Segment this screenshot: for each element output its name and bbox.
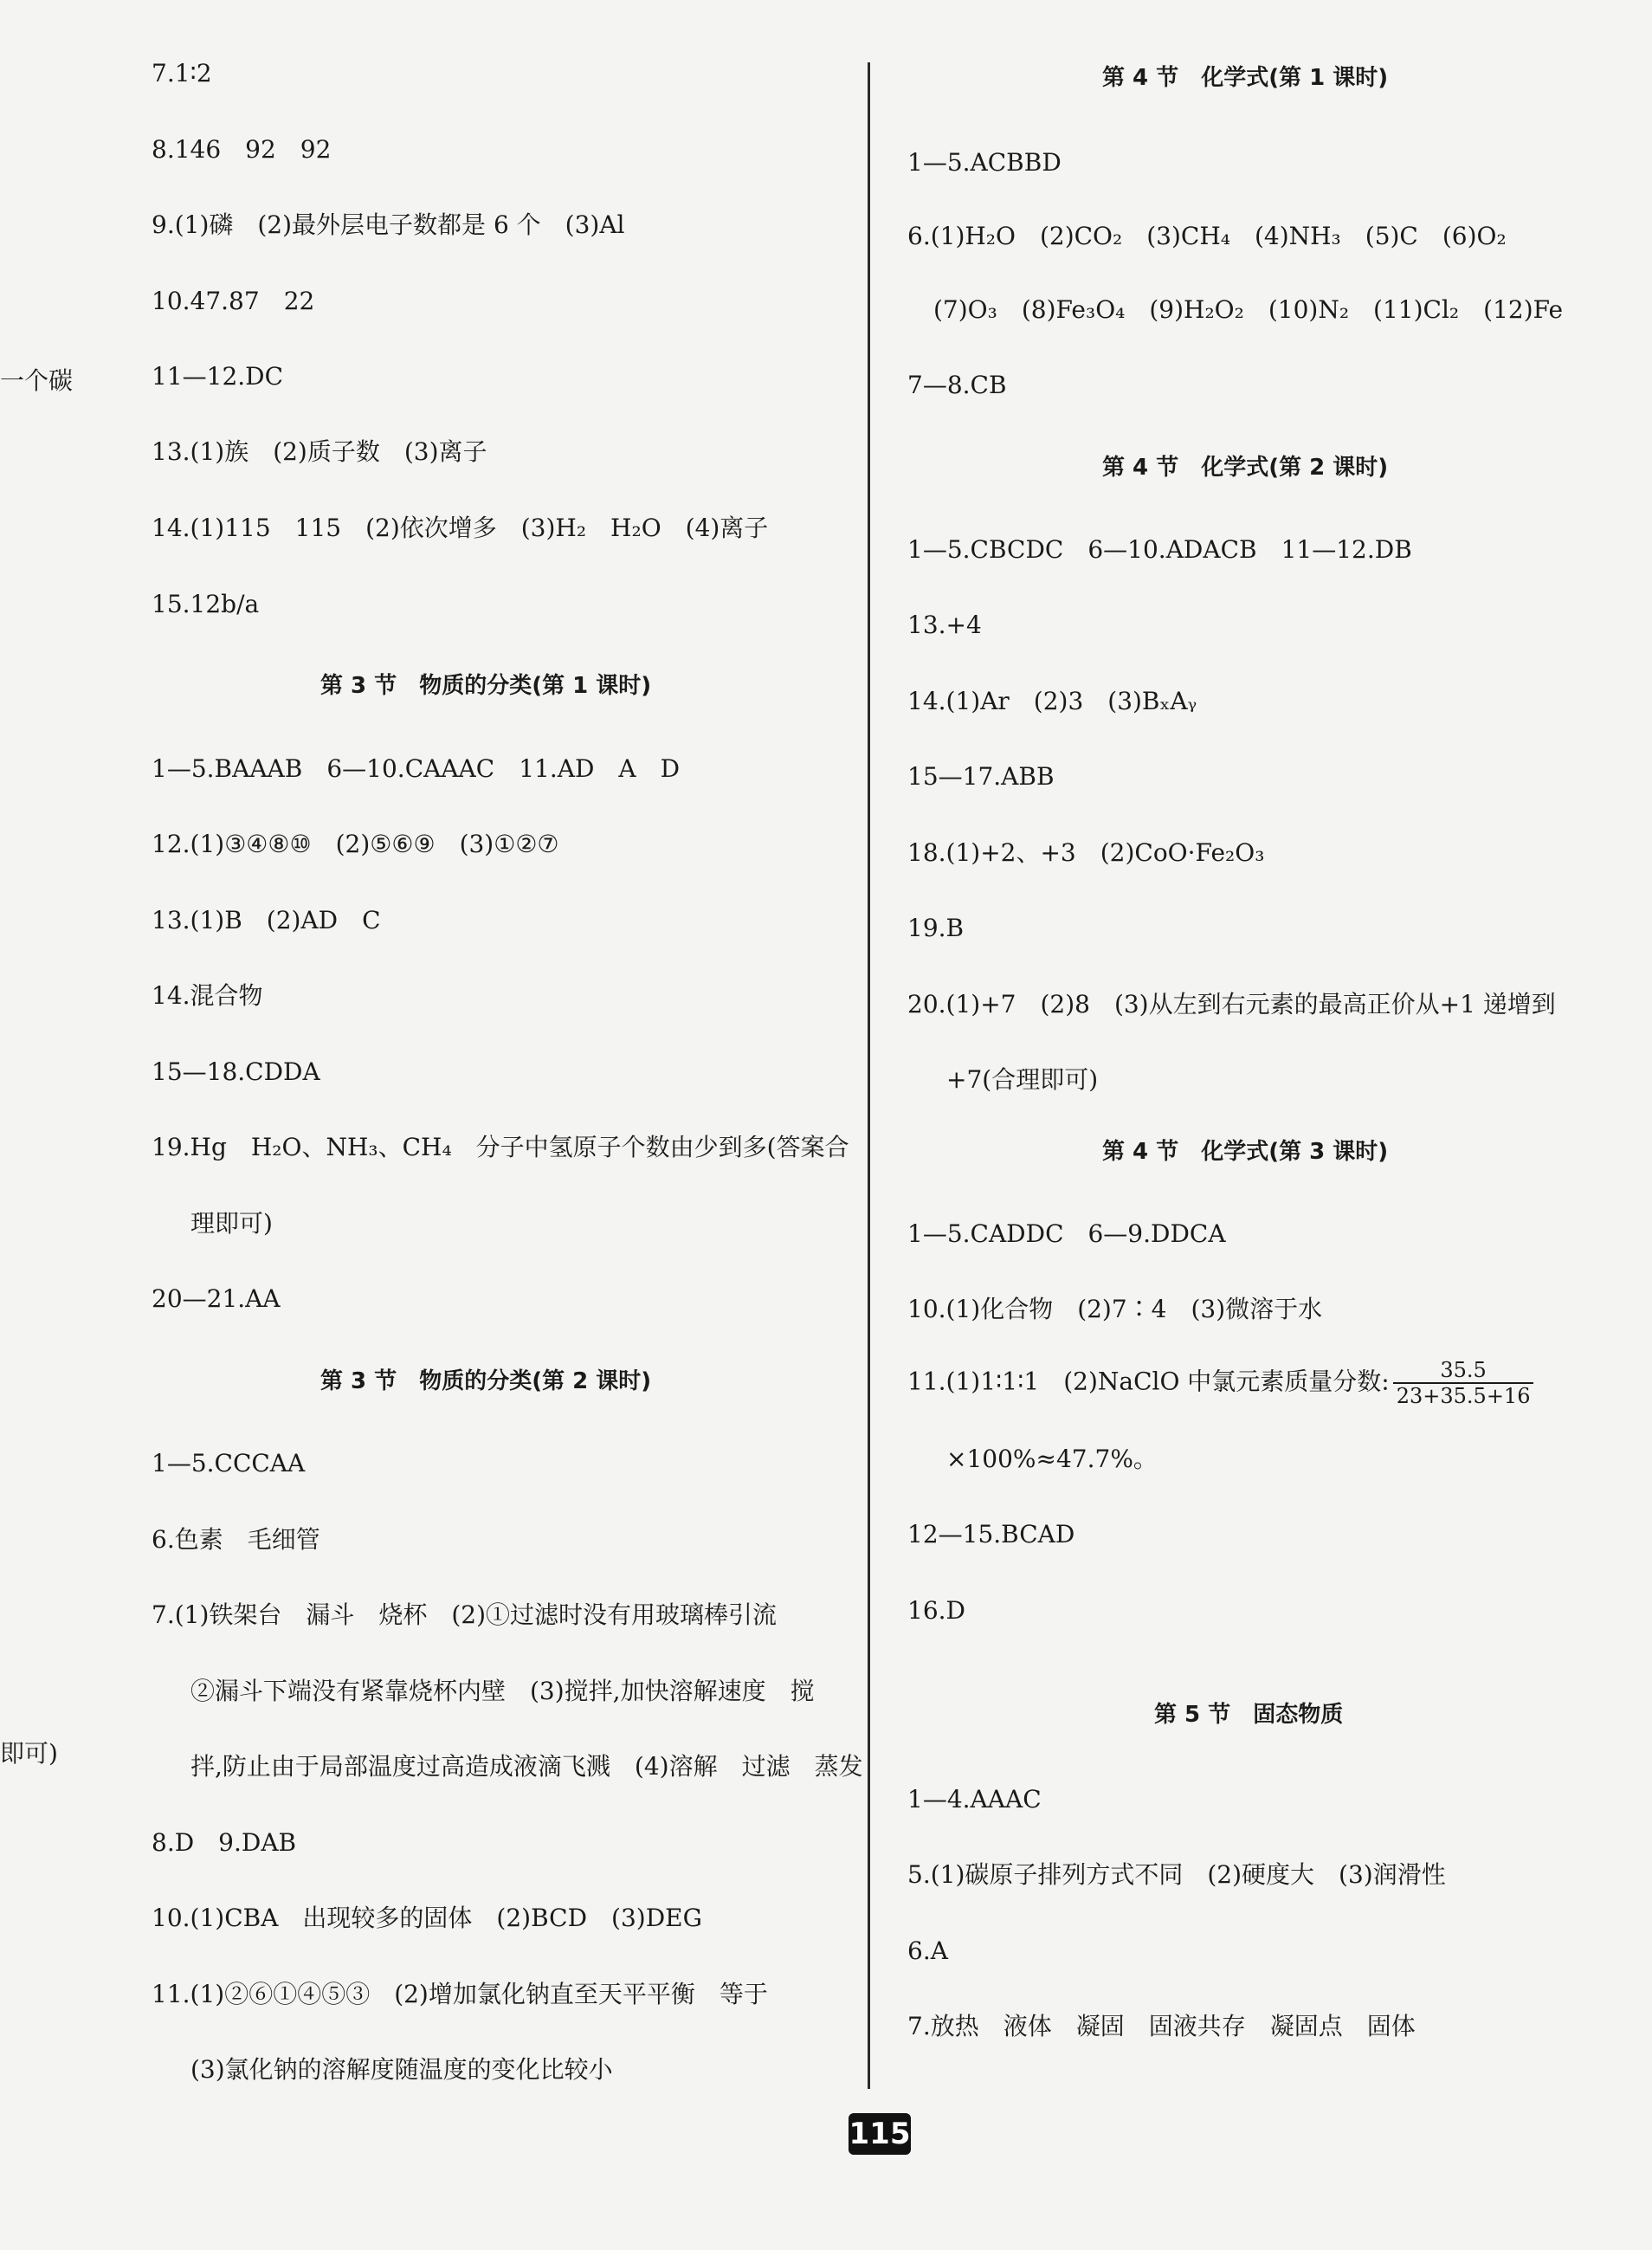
question-11-text: 11.(1)1∶1∶1 (2)NaClO 中氯元素质量分数:: [907, 1367, 1390, 1396]
answer-line: 7.放热 液体 凝固 固液共存 凝固点 固体: [907, 2012, 1416, 2040]
answer-line: 8.146 92 92: [152, 135, 332, 164]
answer-line: 8.D 9.DAB: [152, 1828, 297, 1857]
answer-line: 15.12b/a: [152, 590, 260, 618]
answer-line: 19.B: [907, 914, 965, 942]
answer-line: 10.47.87 22: [152, 287, 315, 315]
answer-line: 15—17.ABB: [907, 762, 1055, 791]
edge-fragment-2: 即可): [0, 1739, 58, 1768]
answer-line: 1—5.CBCDC 6—10.ADACB 11—12.DB: [907, 535, 1412, 564]
answer-line: 13.(1)B (2)AD C: [152, 906, 381, 934]
section-heading: 第 3 节 物质的分类(第 1 课时): [320, 673, 652, 699]
section-heading: 第 4 节 化学式(第 2 课时): [1102, 455, 1389, 481]
column-divider: [868, 62, 870, 2089]
answer-line: 14.(1)115 115 (2)依次增多 (3)H₂ H₂O (4)离子: [152, 514, 769, 542]
answer-line: 19.Hg H₂O、NH₃、CH₄ 分子中氢原子个数由少到多(答案合: [152, 1133, 849, 1161]
section-heading: 第 4 节 化学式(第 3 课时): [1102, 1139, 1389, 1165]
answer-line: 6.色素 毛细管: [152, 1525, 320, 1554]
answer-line: 理即可): [190, 1209, 273, 1238]
edge-fragment-1: 一个碳: [0, 366, 74, 395]
page-number: 115: [849, 2113, 911, 2155]
section-heading: 第 4 节 化学式(第 1 课时): [1102, 65, 1389, 91]
answer-line: 1—5.BAAAB 6—10.CAAAC 11.AD A D: [152, 754, 681, 783]
answer-line: (7)O₃ (8)Fe₃O₄ (9)H₂O₂ (10)N₂ (11)Cl₂ (12)Fe: [933, 295, 1564, 324]
answer-line: 12—15.BCAD: [907, 1520, 1075, 1548]
answer-line: 10.(1)CBA 出现较多的固体 (2)BCD (3)DEG: [152, 1904, 702, 1932]
answer-line: 7.1∶2: [152, 59, 212, 87]
answer-line-fraction: [907, 1358, 1533, 1408]
answer-line: 20—21.AA: [152, 1284, 281, 1313]
section-heading: 第 5 节 固态物质: [1154, 1702, 1344, 1728]
answer-line: +7(合理即可): [946, 1065, 1099, 1094]
answer-line: 16.D: [907, 1596, 965, 1625]
answer-line: 13.+4: [907, 611, 982, 639]
answer-line: 14.混合物: [152, 981, 263, 1010]
answer-line: 1—5.ACBBD: [907, 148, 1062, 177]
answer-line: 9.(1)磷 (2)最外层电子数都是 6 个 (3)Al: [152, 210, 625, 239]
answer-line: 13.(1)族 (2)质子数 (3)离子: [152, 437, 487, 466]
answer-line: 10.(1)化合物 (2)7∶4 (3)微溶于水: [907, 1295, 1323, 1323]
answer-line: 20.(1)+7 (2)8 (3)从左到右元素的最高正价从+1 递增到: [907, 990, 1556, 1018]
answer-line: 1—5.CCCAA: [152, 1449, 306, 1477]
answer-line: 拌,防止由于局部温度过高造成液滴飞溅 (4)溶解 过滤 蒸发: [190, 1752, 863, 1781]
section-heading: 第 3 节 物质的分类(第 2 课时): [320, 1368, 652, 1394]
answer-line: 11.(1)②⑥①④⑤③ (2)增加氯化钠直至天平平衡 等于: [152, 1980, 768, 2008]
answer-line: 15—18.CDDA: [152, 1057, 320, 1086]
answer-line: 18.(1)+2、+3 (2)CoO·Fe₂O₃: [907, 838, 1265, 867]
answer-line: 7.(1)铁架台 漏斗 烧杯 (2)①过滤时没有用玻璃棒引流: [152, 1600, 778, 1629]
answer-line: (3)氯化钠的溶解度随温度的变化比较小: [190, 2055, 613, 2084]
fraction-denominator: 23+35.5+16: [1396, 1384, 1531, 1408]
answer-line: 7—8.CB: [907, 371, 1007, 399]
answer-line: 14.(1)Ar (2)3 (3)BₓAᵧ: [907, 687, 1197, 715]
answer-line: 12.(1)③④⑧⑩ (2)⑤⑥⑨ (3)①②⑦: [152, 830, 559, 858]
answer-line: 1—4.AAAC: [907, 1785, 1042, 1814]
answer-line: 11—12.DC: [152, 362, 284, 391]
answer-line: ②漏斗下端没有紧靠烧杯内壁 (3)搅拌,加快溶解速度 搅: [190, 1677, 815, 1705]
fraction: [1393, 1358, 1534, 1408]
answer-line: 1—5.CADDC 6—9.DDCA: [907, 1219, 1226, 1248]
answer-line: 6.(1)H₂O (2)CO₂ (3)CH₄ (4)NH₃ (5)C (6)O₂: [907, 222, 1507, 250]
answer-line: 6.A: [907, 1936, 948, 1965]
answer-line: ×100%≈47.7%。: [946, 1445, 1158, 1473]
answer-line: 5.(1)碳原子排列方式不同 (2)硬度大 (3)润滑性: [907, 1860, 1446, 1889]
fraction-numerator: 35.5: [1393, 1358, 1534, 1384]
